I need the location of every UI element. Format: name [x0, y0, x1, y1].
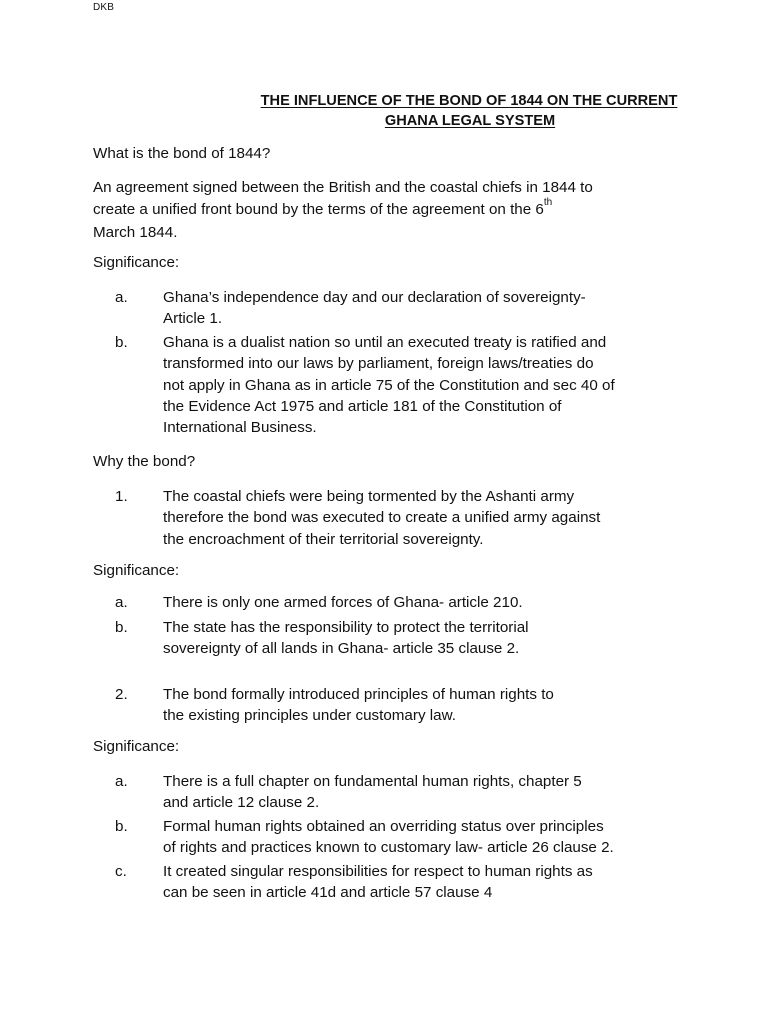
title-line-1: THE INFLUENCE OF THE BOND OF 1844 ON THE CURRENT: [260, 93, 678, 109]
significance-heading-2: Significance:: [93, 562, 180, 579]
list-marker: b.: [115, 334, 128, 351]
answer-line-3: March 1844.: [93, 224, 178, 241]
list-item: [115, 486, 735, 550]
list-item-text: There is only one armed forces of Ghana- article 210.: [163, 594, 523, 611]
list-marker: c.: [115, 863, 127, 880]
list-item-text: Formal human rights obtained an overriding status over principles of rights and practices known to customary law- article 26 clause 2.: [163, 818, 614, 857]
document-title: [93, 91, 751, 131]
list-marker: b.: [115, 818, 128, 835]
list-item: [115, 592, 735, 614]
list-item-text: Ghana is a dualist nation so until an executed treaty is ratified and transformed into our laws by parliament, foreign laws/treaties do not apply in Ghana as in article 75 of the Constitution and sec 40 of the Evidence Act 1975 and article 181 of the Constitution of International Business.: [163, 334, 615, 437]
list-marker: a.: [115, 773, 128, 790]
list-marker: 2.: [115, 686, 128, 703]
significance-heading-3: Significance:: [93, 738, 180, 755]
list-item: [115, 861, 735, 904]
list-item: [115, 771, 735, 814]
list-item-text: The coastal chiefs were being tormented by the Ashanti army therefore the bond was executed to create a unified army against the encroachment of their territorial sovereignty.: [163, 488, 601, 548]
header-tag: DKB: [93, 2, 115, 13]
list-item-text: Ghana’s independence day and our declaration of sovereignty- Article 1.: [163, 289, 586, 328]
list-item-text: It created singular responsibilities for respect to human rights as can be seen in article 41d and article 57 clause 4: [163, 863, 593, 902]
list-marker: b.: [115, 619, 128, 636]
list-item: [115, 684, 735, 727]
list-marker: 1.: [115, 488, 128, 505]
list-item: [115, 816, 735, 859]
list-item: [115, 332, 735, 440]
question-why-bond: Why the bond?: [93, 453, 196, 470]
list-item-text: The bond formally introduced principles of human rights to the existing principles under customary law.: [163, 686, 554, 725]
answer-paragraph: [93, 177, 593, 244]
list-item-text: The state has the responsibility to protect the territorial sovereignty of all lands in Ghana- article 35 clause 2.: [163, 619, 529, 658]
significance-heading-1: Significance:: [93, 254, 180, 271]
answer-line-2: create a unified front bound by the terms of the agreement on the 6: [93, 200, 544, 218]
ordinal-superscript: th: [543, 196, 553, 208]
list-item-text: There is a full chapter on fundamental human rights, chapter 5 and article 12 clause 2.: [163, 773, 582, 812]
list-marker: a.: [115, 289, 128, 306]
list-item: [115, 617, 735, 660]
list-item: [115, 287, 735, 330]
answer-line-1: An agreement signed between the British and the coastal chiefs in 1844 to: [93, 179, 593, 196]
list-marker: a.: [115, 594, 128, 611]
question-what-is-bond: What is the bond of 1844?: [93, 145, 271, 162]
title-line-2: GHANA LEGAL SYSTEM: [384, 113, 556, 129]
